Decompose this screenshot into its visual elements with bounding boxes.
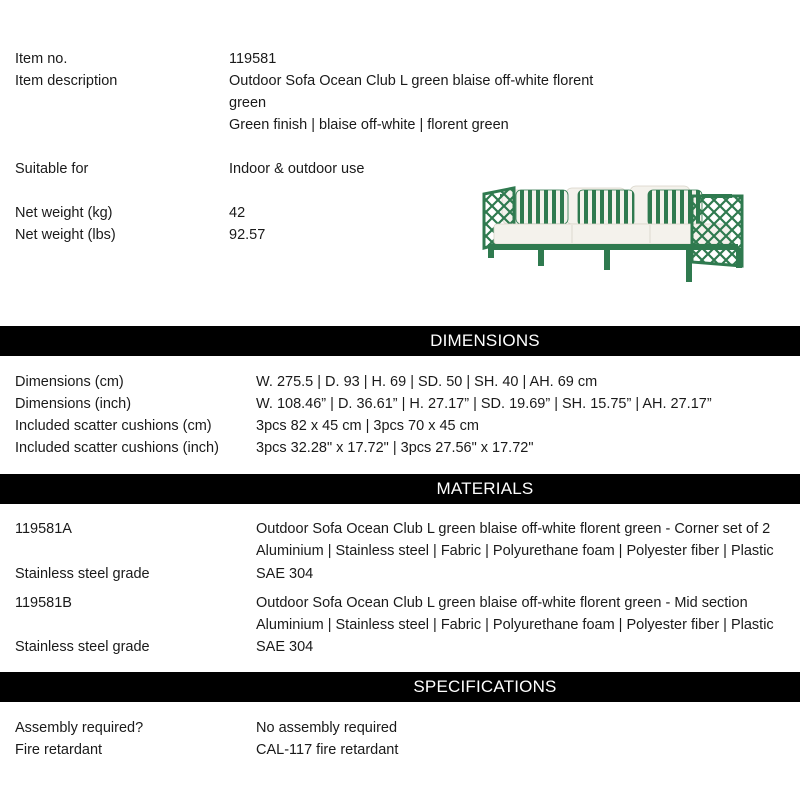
dimension-label: Dimensions (inch) [15,396,132,412]
specification-row [0,717,800,739]
item-description-label: Item description [15,73,118,89]
item-finish-line: Green finish | blaise off-white | florent green [229,117,509,133]
item-description-row [0,70,800,92]
specifications-title: SPECIFICATIONS [413,677,557,696]
specification-label: Assembly required? [15,720,144,736]
steel-grade-label: Stainless steel grade [15,639,150,655]
material-item-row [0,592,800,614]
net-weight-lbs-label: Net weight (lbs) [15,227,116,243]
dimensions-row [0,437,800,459]
material-list: Aluminium | Stainless steel | Fabric | Polyurethane foam | Polyester fiber | Plastic [256,617,774,633]
specification-value: No assembly required [256,720,398,736]
material-item-row [0,518,800,540]
dimension-label: Included scatter cushions (inch) [15,440,219,456]
specification-label: Fire retardant [15,742,103,758]
material-list-row [0,540,800,562]
item-description-line-1: Outdoor Sofa Ocean Club L green blaise off-white florent [229,73,594,89]
dimension-value: W. 275.5 | D. 93 | H. 69 | SD. 50 | SH. 40 | AH. 69 cm [256,374,598,390]
steel-grade-value: SAE 304 [256,639,314,655]
dimensions-row [0,415,800,437]
steel-grade-label: Stainless steel grade [15,566,150,582]
material-code: 119581A [15,521,72,537]
material-description: Outdoor Sofa Ocean Club L green blaise off-white florent green - Corner set of 2 [256,521,771,537]
materials-section-header [0,474,800,504]
material-list: Aluminium | Stainless steel | Fabric | Polyurethane foam | Polyester fiber | Plastic [256,543,774,559]
dimensions-section-header [0,326,800,356]
item-description-line-2: green [229,95,267,111]
steel-grade-value: SAE 304 [256,566,314,582]
dimension-label: Dimensions (cm) [15,374,124,390]
material-code: 119581B [15,595,72,611]
specifications-section-header [0,672,800,702]
suitable-for-value: Indoor & outdoor use [229,161,365,177]
suitable-for-row [0,158,800,180]
dimension-value: 3pcs 82 x 45 cm | 3pcs 70 x 45 cm [256,418,479,434]
item-number-value: 119581 [229,51,277,67]
dimensions-row [0,371,800,393]
net-weight-kg-value: 42 [229,205,246,221]
item-number-row [0,48,800,70]
steel-grade-row [0,636,800,658]
striped-cushions [516,190,702,226]
suitable-for-label: Suitable for [15,161,89,177]
steel-grade-row [0,563,800,585]
item-description-row-3 [0,114,800,136]
dimension-label: Included scatter cushions (cm) [15,418,212,434]
material-description: Outdoor Sofa Ocean Club L green blaise off-white florent green - Mid section [256,595,748,611]
dimension-value: 3pcs 32.28" x 17.72" | 3pcs 27.56" x 17.72" [256,440,534,456]
dimension-value: W. 108.46” | D. 36.61” | H. 27.17” | SD. 19.69” | SH. 15.75” | AH. 27.17” [256,396,712,412]
item-description-row-2 [0,92,800,114]
materials-title: MATERIALS [436,479,534,498]
dimensions-title: DIMENSIONS [430,331,540,350]
dimensions-row [0,393,800,415]
material-list-row [0,614,800,636]
specification-value: CAL-117 fire retardant [256,742,399,758]
net-weight-lbs-value: 92.57 [229,227,266,243]
net-weight-kg-label: Net weight (kg) [15,205,113,221]
item-number-label: Item no. [15,51,68,67]
product-image-sofa [480,182,748,286]
specification-row [0,739,800,761]
